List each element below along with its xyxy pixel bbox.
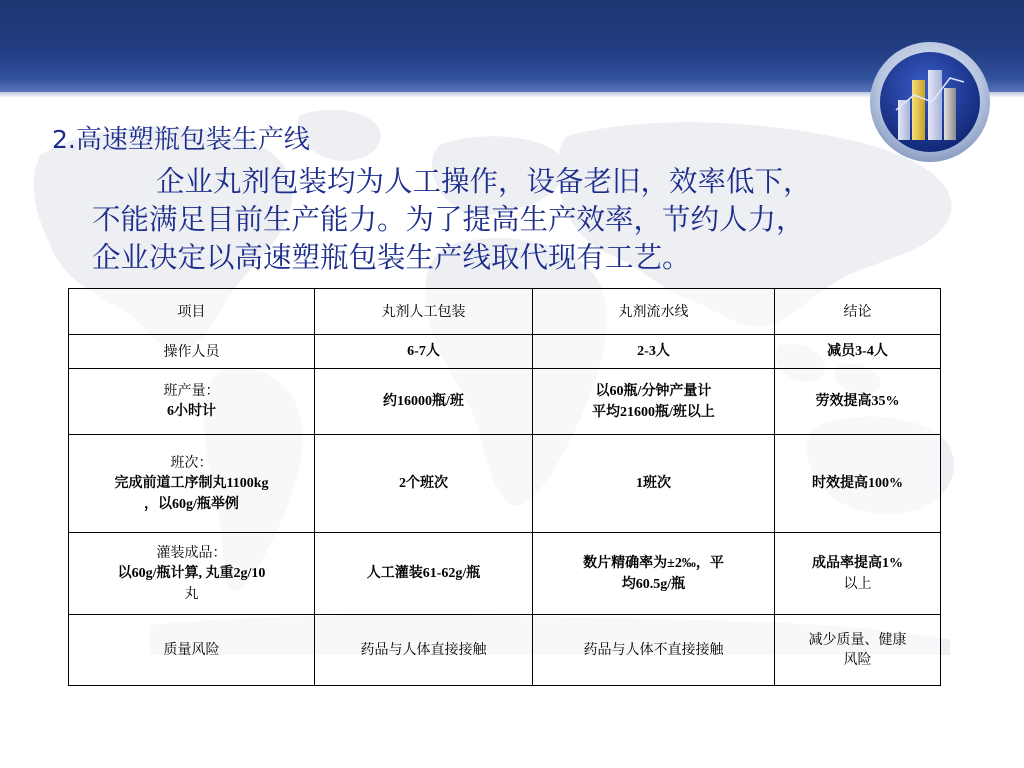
cell-line [533, 369, 775, 435]
cell-text: 班产量： [163, 383, 220, 399]
paragraph-line-3: 企业决定以高速塑瓶包装生产线取代现有工艺。 [92, 241, 691, 274]
cell-text: 班次： [170, 454, 213, 471]
cell-text: 以上 [843, 576, 872, 592]
cell-conclusion [775, 369, 941, 435]
header-line: 丸剂流水线 [533, 289, 775, 335]
cell-conclusion [775, 335, 941, 369]
table-row [69, 435, 941, 533]
cell-text: 完成前道工序制丸1100kg [114, 475, 269, 491]
cell-text: 人工灌装61-62g/瓶 [366, 566, 481, 581]
table-row [69, 615, 941, 686]
cell-text: 操作人员 [163, 343, 220, 360]
cell-text: 6-7人 [407, 344, 440, 359]
cell-item [69, 615, 315, 686]
cell-text: 劳效提高35% [815, 394, 900, 409]
header-conclusion: 结论 [775, 289, 941, 335]
cell-line [533, 615, 775, 686]
cell-text: 以60g/瓶计算, 丸重2g/10 [117, 566, 266, 581]
cell-text: 灌装成品： [156, 545, 227, 561]
cell-line [533, 435, 775, 533]
cell-text: 2-3人 [637, 344, 670, 359]
cell-text: 平均21600瓶/班以上 [592, 404, 715, 420]
cell-text: 质量风险 [163, 642, 220, 658]
cell-manual [315, 615, 533, 686]
header-manual: 丸剂人工包装 [315, 289, 533, 335]
cell-manual [315, 335, 533, 369]
cell-manual [315, 435, 533, 533]
paragraph-line-2: 不能满足目前生产能力。为了提高生产效率，节约人力， [92, 203, 805, 236]
table-row [69, 369, 941, 435]
cell-text: 时效提高100% [812, 476, 903, 491]
cell-item [69, 369, 315, 435]
cell-text: 1班次 [636, 476, 671, 491]
heading-number: 2. [52, 125, 76, 154]
bar-chart-globe-logo [868, 40, 992, 164]
cell-text: 减少质量、健康 [808, 632, 907, 648]
cell-text: 约16000瓶/班 [383, 394, 464, 409]
cell-text: ，以60g/瓶举例 [144, 496, 239, 512]
cell-manual [315, 369, 533, 435]
header-item: 项目 [69, 289, 315, 335]
heading-text: 高速塑瓶包装生产线 [75, 125, 310, 155]
cell-line [533, 335, 775, 369]
cell-manual [315, 533, 533, 615]
cell-text: 均60.5g/瓶 [621, 576, 686, 592]
cell-item [69, 435, 315, 533]
cell-line [533, 533, 775, 615]
cell-text: 药品与人体直接接触 [360, 642, 487, 658]
cell-text: 减员3-4人 [827, 344, 888, 359]
cell-conclusion [775, 615, 941, 686]
table-row [69, 335, 941, 369]
table-row [69, 533, 941, 615]
cell-text: 风险 [843, 652, 872, 668]
intro-paragraph [92, 163, 952, 277]
cell-text: 丸 [184, 586, 199, 602]
cell-text: 成品率提高1% [812, 556, 903, 571]
comparison-table [68, 288, 941, 686]
cell-text: 2个班次 [399, 476, 448, 491]
cell-text: 6小时计 [167, 404, 216, 419]
paragraph-line-1: 企业丸剂包装均为人工操作，设备老旧，效率低下， [156, 165, 812, 198]
section-heading [52, 120, 310, 160]
cell-conclusion [775, 533, 941, 615]
cell-text: 数片精确率为±2‰，平 [583, 555, 724, 571]
cell-text: 以60瓶/分钟产量计 [595, 383, 712, 399]
cell-item [69, 335, 315, 369]
cell-text: 药品与人体不直接接触 [583, 642, 724, 658]
cell-conclusion [775, 435, 941, 533]
cell-item [69, 533, 315, 615]
table-header-row [69, 289, 941, 335]
